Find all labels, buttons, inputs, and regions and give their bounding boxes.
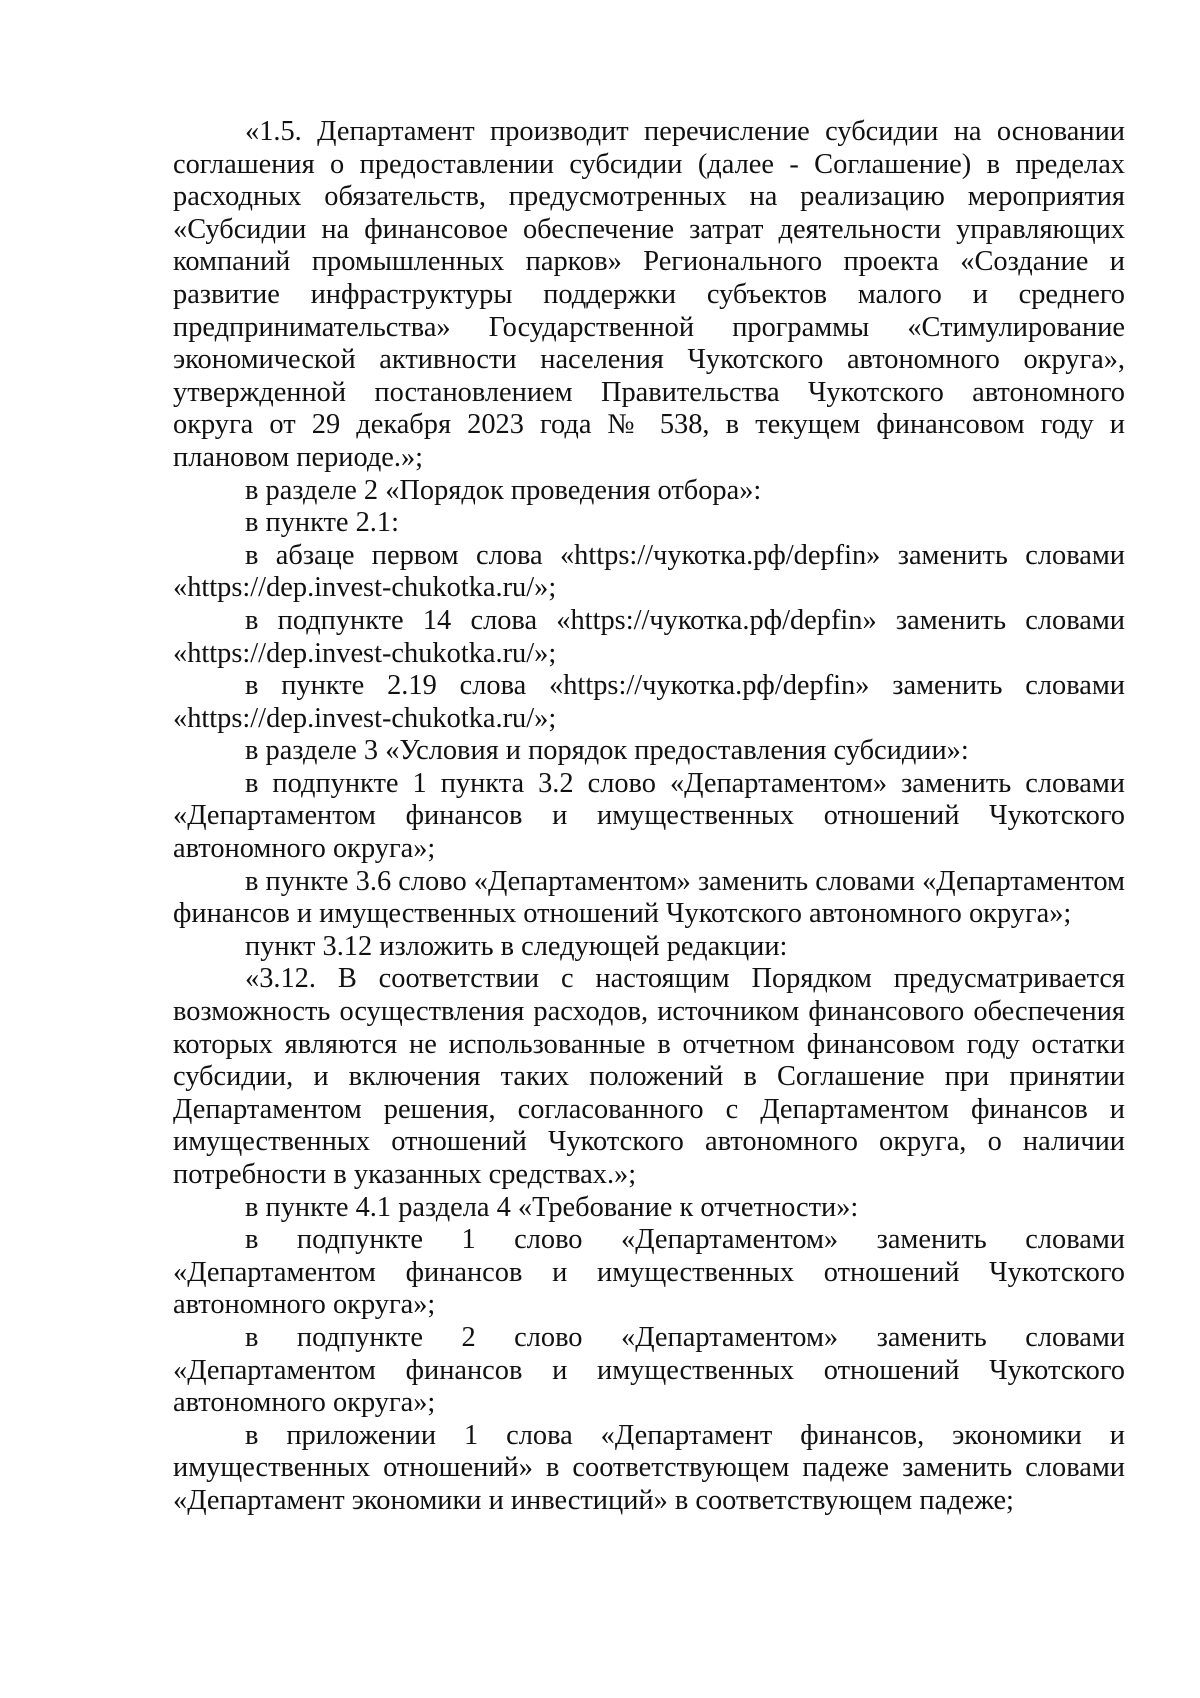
paragraph-2: в разделе 2 «Порядок проведения отбора»:	[245, 474, 762, 506]
paragraph-12: в пункте 4.1 раздела 4 «Требование к отчетности»:	[245, 1191, 859, 1223]
paragraph-7: в разделе 3 «Условия и порядок предоставления субсидии»:	[245, 735, 969, 767]
paragraph-11: «3.12. В соответствии с настоящим Порядком предусматривается возможность осуществления расходов, источником финансового обеспечения которых являются не использованные в отчетном финансовом году остатки субсидии, и включения таких положений в Соглашение при принятии Департаментом решения, согласованного с Департаментом финансов и имущественных отношений Чукотского автономного округа, о наличии потребности в указанных средствах.»;	[173, 963, 1125, 1190]
paragraph-6: в пункте 2.19 слова «https://чукотка.рф/depfin» заменить словами «https://dep.invest-chukotka.ru/»;	[173, 670, 1125, 734]
paragraph-13: в подпункте 1 слово «Департаментом» заменить словами «Департаментом финансов и имущественных отношений Чукотского автономного округа»;	[173, 1224, 1125, 1321]
paragraph-8: в подпункте 1 пункта 3.2 слово «Департаментом» заменить словами «Департаментом финансов и имущественных отношений Чукотского автономного округа»;	[173, 767, 1125, 865]
paragraph-10: пункт 3.12 изложить в следующей редакции:	[245, 930, 788, 962]
paragraph-15: в приложении 1 слова «Департамент финансов, экономики и имущественных отношений» в соответствующем падеже заменить словами «Департамент экономики и инвестиций» в соответствующем падеже;	[173, 1419, 1125, 1516]
paragraph-3: в пункте 2.1:	[245, 507, 399, 539]
document-page	[173, 116, 1125, 1518]
paragraph-14: в подпункте 2 слово «Департаментом» заменить словами «Департаментом финансов и имущественных отношений Чукотского автономного округа»;	[173, 1321, 1125, 1419]
paragraph-1: «1.5. Департамент производит перечисление субсидии на основании соглашения о предоставлении субсидии (далее - Соглашение) в пределах расходных обязательств, предусмотренных на реализацию мероприятия «Субсидии на финансовое обеспечение затрат деятельности управляющих компаний промышленных парков» Регионального проекта «Создание и развитие инфраструктуры поддержки субъектов малого и среднего предпринимательства» Государственной программы «Стимулирование экономической активности населения Чукотского автономного округа», утвержденной постановлением Правительства Чукотского автономного округа от 29 декабря 2023 года № 538, в текущем финансовом году и плановом периоде.»;	[173, 116, 1125, 473]
paragraph-4: в абзаце первом слова «https://чукотка.рф/depfin» заменить словами «https://dep.invest-chukotka.ru/»;	[173, 539, 1125, 604]
paragraph-5: в подпункте 14 слова «https://чукотка.рф/depfin» заменить словами «https://dep.invest-chukotka.ru/»;	[173, 604, 1125, 669]
paragraph-9: в пункте 3.6 слово «Департаментом» заменить словами «Департаментом финансов и имущественных отношений Чукотского автономного округа»;	[173, 865, 1125, 930]
